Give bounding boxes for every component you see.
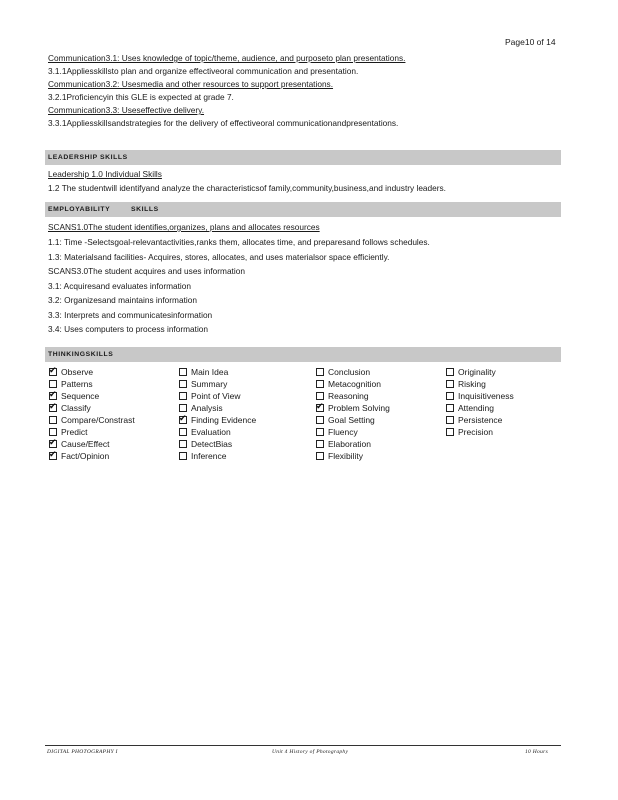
footer-rule — [45, 745, 561, 746]
thinking-skill-item — [179, 378, 256, 390]
thinking-skill-item — [179, 366, 256, 378]
thinking-skill-label: Flexibility — [328, 451, 363, 461]
thinking-skill-item — [316, 390, 390, 402]
thinking-skill-item — [316, 414, 390, 426]
thinking-skill-label: Cause/Effect — [61, 439, 110, 449]
leadership-line: 1.2 The studentwill identifyand analyze the characteristicsof family,community,business,and industry leaders. — [48, 183, 446, 193]
thinking-skill-item — [49, 366, 135, 378]
thinking-skill-label: Summary — [191, 379, 228, 389]
footer-course: DIGITAL PHOTOGRAPHY I — [47, 749, 118, 755]
thinking-skill-label: Analysis — [191, 403, 223, 413]
thinking-skill-label: Point of View — [191, 391, 241, 401]
thinking-skill-label: Persistence — [458, 415, 503, 425]
thinking-skill-item — [446, 426, 514, 438]
thinking-skill-item — [446, 390, 514, 402]
thinking-skill-item — [49, 402, 135, 414]
unchecked-checkbox[interactable] — [316, 452, 324, 460]
thinking-skill-label: Fact/Opinion — [61, 451, 110, 461]
thinking-skill-item — [49, 390, 135, 402]
thinking-skill-item — [49, 438, 135, 450]
footer-unit: Unit 4 History of Photography — [272, 749, 349, 755]
thinking-skill-label: Inquisitiveness — [458, 391, 514, 401]
thinking-skill-item — [316, 402, 390, 414]
unchecked-checkbox[interactable] — [316, 368, 324, 376]
communication-line-6: 3.3.1Appliesskillsandstrategies for the delivery of effectiveoral communicationandpresentations. — [48, 118, 399, 128]
unchecked-checkbox[interactable] — [316, 440, 324, 448]
thinking-skill-item — [179, 438, 256, 450]
employability-title: SCANS1.0The student identifies,organizes, plans and allocates resources — [48, 222, 320, 232]
checked-checkbox[interactable] — [316, 404, 324, 412]
thinking-skill-label: Attending — [458, 403, 494, 413]
unchecked-checkbox[interactable] — [316, 380, 324, 388]
unchecked-checkbox[interactable] — [446, 416, 454, 424]
thinking-skill-label: Evaluation — [191, 427, 231, 437]
leadership-heading-band — [45, 150, 561, 165]
checked-checkbox[interactable] — [49, 368, 57, 376]
employability-heading-band — [45, 202, 561, 217]
thinking-skill-label: Sequence — [61, 391, 100, 401]
employability-line-5: 3.2: Organizesand maintains information — [48, 295, 197, 305]
unchecked-checkbox[interactable] — [179, 404, 187, 412]
employability-line-3: SCANS3.0The student acquires and uses information — [48, 266, 245, 276]
thinking-column-1 — [49, 366, 135, 462]
thinking-skill-item — [179, 390, 256, 402]
thinking-skill-label: Classify — [61, 403, 91, 413]
thinking-column-4 — [446, 366, 514, 438]
thinking-skill-label: Goal Setting — [328, 415, 375, 425]
checked-checkbox[interactable] — [49, 392, 57, 400]
unchecked-checkbox[interactable] — [49, 416, 57, 424]
thinking-skill-item — [179, 450, 256, 462]
checked-checkbox[interactable] — [49, 440, 57, 448]
thinking-skill-label: Finding Evidence — [191, 415, 257, 425]
thinking-skill-label: Predict — [61, 427, 88, 437]
thinking-skill-label: Main Idea — [191, 367, 229, 377]
unchecked-checkbox[interactable] — [446, 428, 454, 436]
thinking-skill-item — [316, 438, 390, 450]
thinking-heading-band — [45, 347, 561, 362]
thinking-skill-label: DetectBias — [191, 439, 233, 449]
unchecked-checkbox[interactable] — [446, 392, 454, 400]
unchecked-checkbox[interactable] — [446, 368, 454, 376]
unchecked-checkbox[interactable] — [316, 416, 324, 424]
communication-line-4: 3.2.1Proficiencyin this GLE is expected at grade 7. — [48, 92, 234, 102]
thinking-skill-item — [179, 402, 256, 414]
communication-line-5: Communication3.3: Useseffective delivery. — [48, 105, 205, 115]
thinking-skill-item — [316, 378, 390, 390]
thinking-skill-item — [316, 450, 390, 462]
thinking-skill-label: Observe — [61, 367, 94, 377]
thinking-skill-label: Compare/Constrast — [61, 415, 135, 425]
checked-checkbox[interactable] — [49, 404, 57, 412]
page-number: Page10 of 14 — [505, 37, 556, 47]
unchecked-checkbox[interactable] — [446, 380, 454, 388]
thinking-heading: THINKINGSKILLS — [48, 351, 114, 358]
thinking-skill-item — [446, 366, 514, 378]
employability-heading-skills: SKILLS — [131, 206, 159, 213]
thinking-skill-label: Precision — [458, 427, 493, 437]
leadership-title: Leadership 1.0 Individual Skills — [48, 169, 162, 179]
thinking-skill-label: Risking — [458, 379, 486, 389]
thinking-skill-label: Originality — [458, 367, 496, 377]
thinking-column-3 — [316, 366, 390, 462]
unchecked-checkbox[interactable] — [179, 380, 187, 388]
thinking-skill-label: Conclusion — [328, 367, 371, 377]
unchecked-checkbox[interactable] — [316, 392, 324, 400]
thinking-skill-item — [49, 450, 135, 462]
thinking-skill-label: Metacognition — [328, 379, 381, 389]
thinking-skill-item — [49, 378, 135, 390]
unchecked-checkbox[interactable] — [49, 428, 57, 436]
unchecked-checkbox[interactable] — [446, 404, 454, 412]
unchecked-checkbox[interactable] — [179, 452, 187, 460]
employability-line-7: 3.4: Uses computers to process information — [48, 324, 209, 334]
communication-line-1: Communication3.1: Uses knowledge of topic/theme, audience, and purposeto plan presentations. — [48, 53, 406, 63]
employability-line-2: 1.3: Materialsand facilities- Acquires, stores, allocates, and uses materialsor space efficiently. — [48, 252, 390, 262]
thinking-skill-item — [316, 426, 390, 438]
unchecked-checkbox[interactable] — [49, 380, 57, 388]
unchecked-checkbox[interactable] — [179, 440, 187, 448]
employability-line-4: 3.1: Acquiresand evaluates information — [48, 281, 191, 291]
thinking-skill-item — [316, 366, 390, 378]
unchecked-checkbox[interactable] — [179, 428, 187, 436]
thinking-skill-item — [446, 414, 514, 426]
employability-heading: EMPLOYABILITY — [48, 206, 111, 213]
unchecked-checkbox[interactable] — [316, 428, 324, 436]
employability-line-1: 1.1: Time -Selectsgoal-relevantactivities,ranks them, allocates time, and preparesand follows schedules. — [48, 237, 430, 247]
footer-hours: 10 Hours — [525, 749, 549, 755]
checked-checkbox[interactable] — [179, 416, 187, 424]
leadership-heading: LEADERSHIP — [48, 154, 98, 161]
thinking-skill-item — [446, 378, 514, 390]
communication-line-3: Communication3.2: Usesmedia and other resources to support presentations. — [48, 79, 334, 89]
thinking-skill-label: Inference — [191, 451, 227, 461]
leadership-heading-skills: SKILLS — [100, 154, 128, 161]
thinking-skill-label: Patterns — [61, 379, 93, 389]
thinking-column-2 — [179, 366, 256, 462]
employability-line-6: 3.3: Interprets and communicatesinformation — [48, 310, 213, 320]
checked-checkbox[interactable] — [49, 452, 57, 460]
thinking-skill-item — [179, 426, 256, 438]
thinking-skill-label: Reasoning — [328, 391, 369, 401]
thinking-skill-item — [446, 402, 514, 414]
thinking-skill-label: Elaboration — [328, 439, 372, 449]
unchecked-checkbox[interactable] — [179, 368, 187, 376]
thinking-skill-item — [179, 414, 256, 426]
thinking-skill-item — [49, 426, 135, 438]
communication-line-2: 3.1.1Appliesskillsto plan and organize effectiveoral communication and presentation. — [48, 66, 359, 76]
unchecked-checkbox[interactable] — [179, 392, 187, 400]
thinking-skill-item — [49, 414, 135, 426]
thinking-skill-label: Problem Solving — [328, 403, 390, 413]
thinking-skill-label: Fluency — [328, 427, 358, 437]
